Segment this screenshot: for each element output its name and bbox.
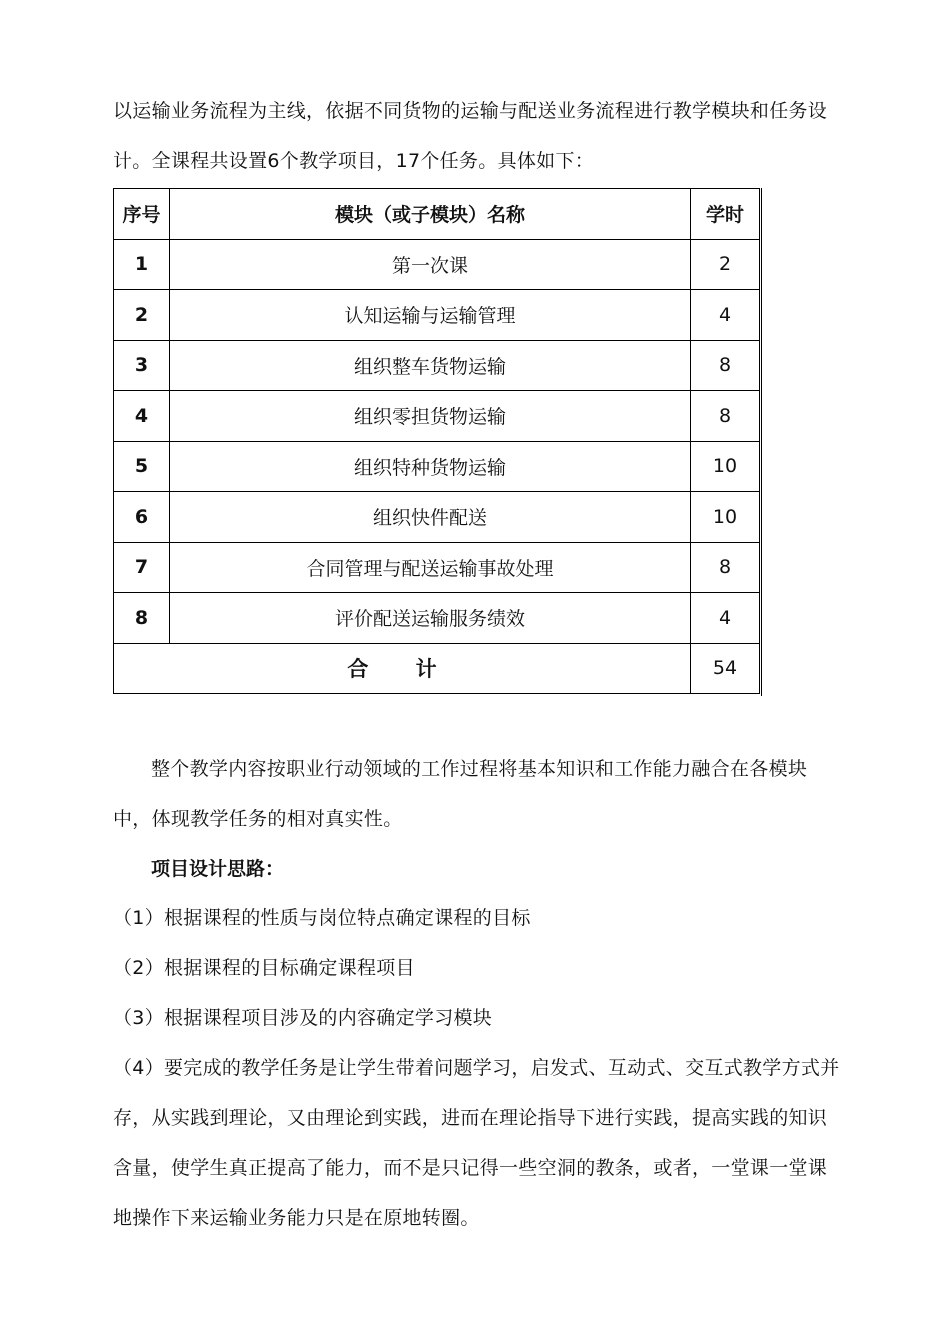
row-number: 5 [114,441,170,492]
row-module-name: 组织零担货物运输 [170,391,691,442]
table-row [114,340,760,391]
row-hours: 4 [691,593,760,644]
row-number: 1 [114,239,170,290]
row-hours: 8 [691,391,760,442]
summary-paragraph: 整个教学内容按职业行动领域的工作过程将基本知识和工作能力融合在各模块中，体现教学任务的相对真实性。 [113,758,808,830]
course-table-container [113,188,762,696]
column-header-hours: 学时 [691,189,760,240]
row-module-name: 组织快件配送 [170,492,691,543]
row-number: 3 [114,340,170,391]
table-row [114,441,760,492]
column-header-module-name: 模块（或子模块）名称 [170,189,691,240]
table-row [114,239,760,290]
design-item-2: （2）根据课程的目标确定课程项目 [113,957,415,979]
table-row [114,290,760,341]
row-hours: 8 [691,542,760,593]
table-row [114,391,760,442]
row-hours: 10 [691,441,760,492]
row-module-name: 认知运输与运输管理 [170,290,691,341]
course-module-table [113,188,760,694]
column-header-number: 序号 [114,189,170,240]
design-item-1: （1）根据课程的性质与岗位特点确定课程的目标 [113,907,531,929]
row-number: 7 [114,542,170,593]
row-number: 4 [114,391,170,442]
row-number: 6 [114,492,170,543]
table-header-row [114,189,760,240]
row-hours: 10 [691,492,760,543]
row-module-name: 组织整车货物运输 [170,340,691,391]
design-heading: 项目设计思路： [151,858,285,880]
row-hours: 4 [691,290,760,341]
row-number: 8 [114,593,170,644]
intro-paragraph: 以运输业务流程为主线，依据不同货物的运输与配送业务流程进行教学模块和任务设计。全课程共设置6个教学项目，17个任务。具体如下： [113,100,828,172]
row-hours: 2 [691,239,760,290]
table-total-row [114,643,760,694]
table-row [114,492,760,543]
row-module-name: 第一次课 [170,239,691,290]
row-number: 2 [114,290,170,341]
row-module-name: 评价配送运输服务绩效 [170,593,691,644]
total-label: 合 计 [114,643,691,694]
row-module-name: 组织特种货物运输 [170,441,691,492]
design-item-3: （3）根据课程项目涉及的内容确定学习模块 [113,1007,493,1029]
table-row [114,593,760,644]
design-item-4: （4）要完成的教学任务是让学生带着问题学习，启发式、互动式、交互式教学方式并存，从实践到理论，又由理论到实践，进而在理论指导下进行实践，提高实践的知识含量，使学生真正提高了能力，而不是只记得一些空洞的教条，或者，一堂课一堂课地操作下来运输业务能力只是在原地转圈。 [113,1057,840,1229]
row-hours: 8 [691,340,760,391]
total-hours: 54 [691,643,760,694]
table-row [114,542,760,593]
row-module-name: 合同管理与配送运输事故处理 [170,542,691,593]
